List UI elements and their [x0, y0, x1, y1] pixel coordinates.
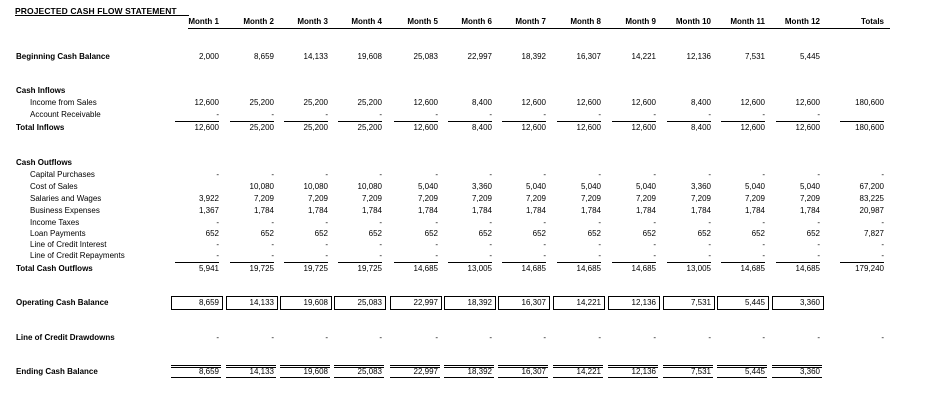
row-label: Cash Inflows: [16, 86, 66, 95]
table-cell: -: [435, 170, 438, 179]
ending-balance-underline: [444, 377, 494, 378]
ending-balance-underline: [663, 377, 713, 378]
table-cell: 19,608: [303, 367, 328, 376]
table-cell: -: [489, 333, 492, 342]
subtotal-rule: [230, 262, 274, 263]
subtotal-rule: [840, 121, 884, 122]
table-cell: 14,221: [576, 298, 601, 307]
table-cell: -: [762, 218, 765, 227]
table-cell: -: [435, 333, 438, 342]
table-cell: -: [216, 110, 219, 119]
table-cell: 7,209: [799, 194, 820, 203]
table-cell: -: [653, 170, 656, 179]
table-cell: 19,608: [357, 52, 382, 61]
column-header: Month 2: [243, 17, 274, 26]
table-cell: 652: [205, 229, 219, 238]
table-cell: 3,360: [690, 182, 711, 191]
table-cell: -: [817, 251, 820, 260]
table-cell: 1,784: [635, 206, 656, 215]
table-cell: 1,367: [198, 206, 219, 215]
table-cell: 14,685: [576, 264, 601, 273]
subtotal-rule: [448, 121, 492, 122]
table-cell: 1,784: [417, 206, 438, 215]
table-cell: -: [817, 170, 820, 179]
table-cell: -: [653, 110, 656, 119]
table-cell: 652: [532, 229, 546, 238]
table-cell: -: [543, 251, 546, 260]
operating-balance-box: [663, 296, 715, 310]
ending-balance-rule: [444, 365, 494, 368]
table-cell: 14,685: [521, 264, 546, 273]
table-cell: 19,608: [303, 298, 328, 307]
column-header: Month 9: [625, 17, 656, 26]
table-cell: -: [271, 240, 274, 249]
table-cell: 83,225: [859, 194, 884, 203]
column-header: Month 6: [461, 17, 492, 26]
table-cell: 5,040: [525, 182, 546, 191]
table-cell: -: [271, 170, 274, 179]
table-cell: 12,600: [576, 123, 601, 132]
ending-balance-underline: [280, 377, 330, 378]
table-cell: -: [817, 240, 820, 249]
table-cell: -: [653, 333, 656, 342]
table-cell: 5,040: [635, 182, 656, 191]
table-cell: -: [325, 333, 328, 342]
ending-balance-rule: [280, 365, 330, 368]
subtotal-rule: [502, 262, 546, 263]
subtotal-rule: [175, 121, 219, 122]
table-cell: -: [325, 170, 328, 179]
table-cell: -: [762, 251, 765, 260]
operating-balance-box: [553, 296, 605, 310]
row-label: Total Inflows: [16, 123, 65, 132]
table-cell: 8,400: [690, 98, 711, 107]
subtotal-rule: [612, 262, 656, 263]
table-cell: 5,445: [744, 298, 765, 307]
table-cell: 14,685: [413, 264, 438, 273]
table-cell: 18,392: [467, 298, 492, 307]
subtotal-rule: [175, 262, 219, 263]
row-label: Beginning Cash Balance: [16, 52, 110, 61]
table-cell: 7,209: [471, 194, 492, 203]
table-cell: 13,005: [467, 264, 492, 273]
table-cell: -: [271, 251, 274, 260]
table-cell: -: [708, 170, 711, 179]
table-cell: -: [379, 218, 382, 227]
table-cell: 12,600: [631, 123, 656, 132]
operating-balance-box: [334, 296, 386, 310]
table-cell: 7,209: [635, 194, 656, 203]
table-cell: -: [881, 240, 884, 249]
ending-balance-rule: [390, 365, 440, 368]
column-header: Month 11: [730, 17, 765, 26]
table-cell: 652: [424, 229, 438, 238]
table-cell: 12,600: [413, 123, 438, 132]
table-cell: 14,221: [631, 52, 656, 61]
table-cell: 25,083: [357, 298, 382, 307]
table-cell: -: [435, 110, 438, 119]
row-label: Income from Sales: [30, 98, 97, 107]
table-cell: 7,531: [690, 367, 711, 376]
table-cell: -: [881, 218, 884, 227]
ending-balance-underline: [553, 377, 603, 378]
table-cell: 14,685: [740, 264, 765, 273]
subtotal-rule: [557, 121, 601, 122]
table-cell: 14,685: [631, 264, 656, 273]
ending-balance-rule: [663, 365, 713, 368]
row-label: Line of Credit Drawdowns: [16, 333, 115, 342]
table-cell: -: [598, 218, 601, 227]
table-cell: -: [489, 218, 492, 227]
table-cell: 7,209: [361, 194, 382, 203]
column-header: Month 7: [515, 17, 546, 26]
table-cell: 5,445: [744, 367, 765, 376]
table-cell: 652: [751, 229, 765, 238]
table-cell: 179,240: [855, 264, 884, 273]
operating-balance-box: [226, 296, 278, 310]
table-cell: -: [881, 251, 884, 260]
table-cell: -: [708, 110, 711, 119]
table-cell: 8,659: [198, 298, 219, 307]
table-cell: -: [881, 170, 884, 179]
table-cell: -: [325, 218, 328, 227]
table-cell: -: [379, 251, 382, 260]
table-cell: 10,080: [357, 182, 382, 191]
table-cell: -: [817, 333, 820, 342]
table-cell: -: [543, 333, 546, 342]
column-header: Month 3: [297, 17, 328, 26]
subtotal-rule: [667, 262, 711, 263]
table-cell: 12,136: [631, 367, 656, 376]
row-label: Line of Credit Repayments: [30, 251, 125, 260]
ending-balance-rule: [171, 365, 221, 368]
table-cell: -: [216, 218, 219, 227]
table-cell: 12,600: [521, 123, 546, 132]
table-cell: -: [216, 240, 219, 249]
table-cell: -: [379, 240, 382, 249]
table-cell: -: [598, 240, 601, 249]
table-cell: 10,080: [249, 182, 274, 191]
table-cell: 12,600: [795, 98, 820, 107]
table-cell: 14,133: [249, 367, 274, 376]
table-cell: -: [598, 170, 601, 179]
table-cell: 22,997: [467, 52, 492, 61]
header-underline: [188, 28, 890, 29]
subtotal-rule: [284, 121, 328, 122]
table-cell: 8,400: [471, 123, 492, 132]
column-header: Month 12: [784, 17, 820, 26]
table-cell: 22,997: [413, 298, 438, 307]
row-label: Account Receivable: [30, 110, 101, 119]
table-cell: 14,133: [249, 298, 274, 307]
table-cell: -: [598, 110, 601, 119]
table-cell: 7,209: [307, 194, 328, 203]
subtotal-rule: [840, 262, 884, 263]
table-cell: -: [543, 218, 546, 227]
operating-balance-box: [772, 296, 824, 310]
ending-balance-rule: [226, 365, 276, 368]
table-cell: 25,083: [357, 367, 382, 376]
table-cell: 19,725: [249, 264, 274, 273]
column-header: Totals: [861, 17, 884, 26]
table-cell: 25,083: [413, 52, 438, 61]
operating-balance-box: [390, 296, 442, 310]
ending-balance-underline: [608, 377, 658, 378]
row-label: Line of Credit Interest: [30, 240, 107, 249]
table-cell: 12,600: [795, 123, 820, 132]
ending-balance-underline: [334, 377, 384, 378]
subtotal-rule: [338, 121, 382, 122]
subtotal-rule: [448, 262, 492, 263]
table-cell: 1,784: [471, 206, 492, 215]
subtotal-rule: [230, 121, 274, 122]
table-cell: -: [708, 333, 711, 342]
ending-balance-rule: [717, 365, 767, 368]
table-cell: -: [379, 110, 382, 119]
row-label: Income Taxes: [30, 218, 80, 227]
table-cell: 7,209: [744, 194, 765, 203]
row-label: Capital Purchases: [30, 170, 95, 179]
table-cell: 7,209: [525, 194, 546, 203]
table-cell: 7,209: [580, 194, 601, 203]
table-cell: -: [379, 170, 382, 179]
operating-balance-box: [171, 296, 223, 310]
table-cell: 25,200: [249, 98, 274, 107]
column-header: Month 4: [351, 17, 382, 26]
table-cell: -: [435, 240, 438, 249]
subtotal-rule: [394, 121, 438, 122]
table-cell: -: [881, 333, 884, 342]
subtotal-rule: [338, 262, 382, 263]
table-cell: 3,360: [799, 367, 820, 376]
table-cell: 652: [642, 229, 656, 238]
table-cell: 12,136: [631, 298, 656, 307]
table-cell: -: [708, 251, 711, 260]
table-cell: -: [708, 218, 711, 227]
table-cell: 19,725: [357, 264, 382, 273]
table-cell: 8,659: [198, 367, 219, 376]
row-label: Ending Cash Balance: [16, 367, 98, 376]
table-cell: -: [762, 333, 765, 342]
column-header: Month 8: [570, 17, 601, 26]
row-label: Total Cash Outflows: [16, 264, 93, 273]
table-cell: -: [271, 333, 274, 342]
table-cell: 652: [587, 229, 601, 238]
table-cell: -: [435, 218, 438, 227]
operating-balance-box: [280, 296, 332, 310]
table-cell: 7,531: [690, 298, 711, 307]
table-cell: 1,784: [253, 206, 274, 215]
table-cell: 16,307: [521, 367, 546, 376]
table-cell: 67,200: [859, 182, 884, 191]
table-cell: 12,600: [194, 98, 219, 107]
table-cell: 5,040: [744, 182, 765, 191]
table-cell: 7,209: [417, 194, 438, 203]
table-cell: 1,784: [361, 206, 382, 215]
row-label: Business Expenses: [30, 206, 100, 215]
table-cell: 7,827: [863, 229, 884, 238]
table-cell: 1,784: [690, 206, 711, 215]
operating-balance-box: [444, 296, 496, 310]
table-cell: 5,445: [799, 52, 820, 61]
table-cell: 1,784: [307, 206, 328, 215]
table-cell: -: [543, 170, 546, 179]
table-cell: -: [216, 333, 219, 342]
table-cell: 652: [314, 229, 328, 238]
table-cell: 12,600: [631, 98, 656, 107]
ending-balance-rule: [553, 365, 603, 368]
table-cell: -: [543, 110, 546, 119]
subtotal-rule: [776, 262, 820, 263]
table-cell: 16,307: [576, 52, 601, 61]
table-cell: 1,784: [580, 206, 601, 215]
ending-balance-underline: [498, 377, 548, 378]
ending-balance-rule: [772, 365, 822, 368]
table-cell: 7,209: [690, 194, 711, 203]
operating-balance-box: [498, 296, 550, 310]
table-cell: 12,600: [740, 123, 765, 132]
table-cell: -: [762, 240, 765, 249]
table-cell: 10,080: [303, 182, 328, 191]
table-cell: 22,997: [413, 367, 438, 376]
table-cell: 1,784: [744, 206, 765, 215]
table-cell: -: [216, 251, 219, 260]
table-cell: 5,941: [198, 264, 219, 273]
table-cell: -: [271, 110, 274, 119]
table-cell: -: [817, 218, 820, 227]
title-underline: [15, 15, 189, 16]
table-cell: 14,133: [303, 52, 328, 61]
table-cell: 2,000: [198, 52, 219, 61]
row-label: Cost of Sales: [30, 182, 78, 191]
operating-balance-box: [608, 296, 660, 310]
table-cell: 12,600: [194, 123, 219, 132]
table-cell: 652: [478, 229, 492, 238]
table-cell: 3,922: [198, 194, 219, 203]
row-label: Loan Payments: [30, 229, 86, 238]
table-cell: 14,221: [576, 367, 601, 376]
table-cell: -: [817, 110, 820, 119]
subtotal-rule: [394, 262, 438, 263]
table-cell: 12,600: [740, 98, 765, 107]
column-header: Month 1: [188, 17, 219, 26]
table-cell: -: [325, 110, 328, 119]
column-header: Month 5: [407, 17, 438, 26]
table-cell: 1,784: [525, 206, 546, 215]
subtotal-rule: [284, 262, 328, 263]
table-cell: 8,400: [690, 123, 711, 132]
table-cell: 7,209: [253, 194, 274, 203]
table-cell: -: [653, 240, 656, 249]
subtotal-rule: [776, 121, 820, 122]
table-cell: 5,040: [417, 182, 438, 191]
table-cell: 652: [806, 229, 820, 238]
ending-balance-underline: [772, 377, 822, 378]
subtotal-rule: [502, 121, 546, 122]
table-cell: 14,685: [795, 264, 820, 273]
table-cell: -: [762, 110, 765, 119]
table-cell: -: [325, 240, 328, 249]
row-label: Operating Cash Balance: [16, 298, 109, 307]
table-cell: 25,200: [303, 98, 328, 107]
table-cell: -: [543, 240, 546, 249]
ending-balance-underline: [226, 377, 276, 378]
table-cell: 13,005: [686, 264, 711, 273]
table-cell: 19,725: [303, 264, 328, 273]
ending-balance-rule: [334, 365, 384, 368]
table-cell: -: [489, 251, 492, 260]
table-cell: 18,392: [467, 367, 492, 376]
table-cell: 5,040: [580, 182, 601, 191]
table-cell: -: [379, 333, 382, 342]
table-cell: 8,400: [471, 98, 492, 107]
table-cell: -: [216, 170, 219, 179]
table-cell: -: [489, 170, 492, 179]
subtotal-rule: [721, 262, 765, 263]
table-cell: 180,600: [855, 98, 884, 107]
table-cell: -: [653, 251, 656, 260]
table-cell: 18,392: [521, 52, 546, 61]
table-cell: 7,531: [744, 52, 765, 61]
table-cell: 3,360: [471, 182, 492, 191]
subtotal-rule: [612, 121, 656, 122]
ending-balance-underline: [171, 377, 221, 378]
table-cell: 20,987: [859, 206, 884, 215]
row-label: Cash Outflows: [16, 158, 73, 167]
table-cell: 180,600: [855, 123, 884, 132]
table-cell: 25,200: [249, 123, 274, 132]
table-cell: 652: [260, 229, 274, 238]
table-cell: -: [325, 251, 328, 260]
row-label: Salaries and Wages: [30, 194, 102, 203]
table-cell: -: [598, 251, 601, 260]
table-cell: 8,659: [253, 52, 274, 61]
subtotal-rule: [667, 121, 711, 122]
table-cell: -: [708, 240, 711, 249]
ending-balance-rule: [608, 365, 658, 368]
table-cell: 25,200: [357, 98, 382, 107]
table-cell: 12,600: [521, 98, 546, 107]
subtotal-rule: [721, 121, 765, 122]
ending-balance-underline: [390, 377, 440, 378]
table-cell: -: [489, 240, 492, 249]
table-cell: 16,307: [521, 298, 546, 307]
table-cell: 5,040: [799, 182, 820, 191]
table-cell: -: [653, 218, 656, 227]
table-cell: 12,136: [686, 52, 711, 61]
table-cell: -: [598, 333, 601, 342]
ending-balance-rule: [498, 365, 548, 368]
subtotal-rule: [557, 262, 601, 263]
table-cell: -: [271, 218, 274, 227]
table-cell: -: [435, 251, 438, 260]
table-cell: 12,600: [413, 98, 438, 107]
table-cell: 652: [697, 229, 711, 238]
table-cell: 12,600: [576, 98, 601, 107]
table-cell: 25,200: [357, 123, 382, 132]
column-header: Month 10: [675, 17, 711, 26]
table-cell: -: [762, 170, 765, 179]
ending-balance-underline: [717, 377, 767, 378]
table-cell: -: [489, 110, 492, 119]
table-cell: 25,200: [303, 123, 328, 132]
table-cell: 652: [368, 229, 382, 238]
table-cell: 1,784: [799, 206, 820, 215]
operating-balance-box: [717, 296, 769, 310]
table-cell: 3,360: [799, 298, 820, 307]
page-title: PROJECTED CASH FLOW STATEMENT: [15, 6, 177, 16]
